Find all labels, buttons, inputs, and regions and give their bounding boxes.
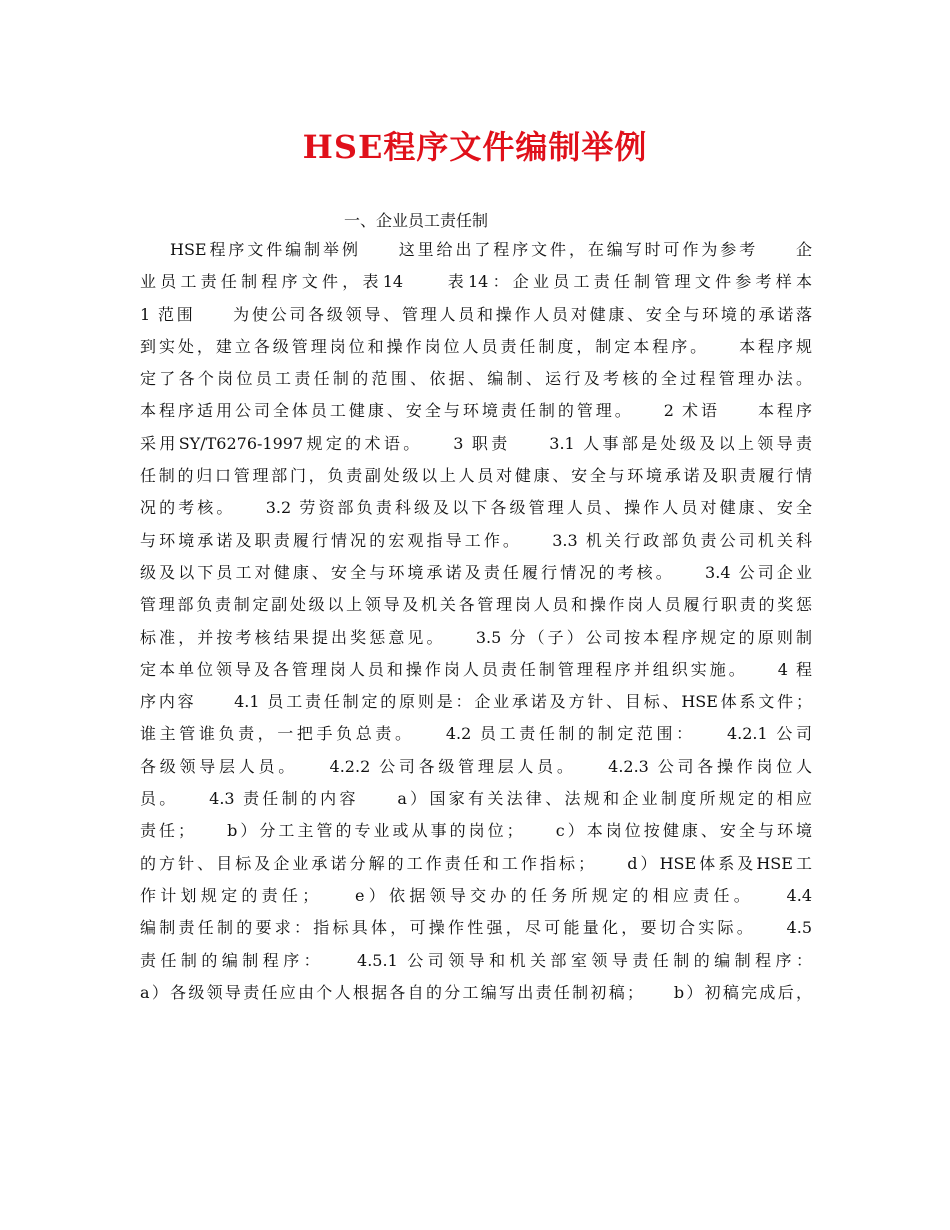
body-line: 各级领导层人员。 4.2.2 公司各级管理层人员。 4.2.3 公司各操作岗位人 [140, 756, 812, 776]
body-line: 本程序适用公司全体员工健康、安全与环境责任制的管理。 2 术语 本程序 [140, 401, 812, 421]
body-line: 到实处，建立各级管理岗位和操作岗位人员责任制度，制定本程序。 本程序规 [140, 336, 812, 356]
body-line: 员。 4.3 责任制的内容 a）国家有关法律、法规和企业制度所规定的相应 [140, 789, 812, 809]
body-line: 的方针、目标及企业承诺分解的工作责任和工作指标； d）HSE体系及HSE工 [140, 853, 812, 873]
document-title: HSE程序文件编制举例 [302, 128, 648, 166]
body-line: 序内容 4.1 员工责任制定的原则是：企业承诺及方针、目标、HSE体系文件； [140, 692, 812, 712]
body-line: 采用SY/T6276-1997规定的术语。 3 职责 3.1 人事部是处级及以上领导责 [140, 433, 812, 453]
body-line: 1 范围 为使公司各级领导、管理人员和操作人员对健康、安全与环境的承诺落 [140, 304, 812, 324]
body-line: a）各级领导责任应由个人根据各自的分工编写出责任制初稿； b）初稿完成后， [140, 982, 812, 1002]
body-line: 业员工责任制程序文件，表14 表14：企业员工责任制管理文件参考样本 [140, 272, 812, 292]
body-text [140, 234, 812, 1009]
body-line: 责任制的编制程序： 4.5.1 公司领导和机关部室领导责任制的编制程序： [140, 950, 812, 970]
body-line: 谁主管谁负责，一把手负总责。 4.2 员工责任制的制定范围： 4.2.1 公司 [140, 724, 812, 744]
body-line: 标准，并按考核结果提出奖惩意见。 3.5 分（子）公司按本程序规定的原则制 [140, 627, 812, 647]
body-line: 责任； b）分工主管的专业或从事的岗位； c）本岗位按健康、安全与环境 [140, 821, 812, 841]
body-line: 作计划规定的责任； e）依据领导交办的任务所规定的相应责任。 4.4 [140, 885, 812, 905]
body-line: HSE程序文件编制举例 这里给出了程序文件，在编写时可作为参考 企 [170, 240, 812, 259]
body-line: 况的考核。 3.2 劳资部负责科级及以下各级管理人员、操作人员对健康、安全 [140, 498, 812, 518]
body-line: 级及以下员工对健康、安全与环境承诺及责任履行情况的考核。 3.4 公司企业 [140, 562, 812, 582]
body-line: 定了各个岗位员工责任制的范围、依据、编制、运行及考核的全过程管理办法。 [140, 369, 812, 389]
body-line: 管理部负责制定副处级以上领导及机关各管理岗人员和操作岗人员履行职责的奖惩 [140, 595, 812, 615]
body-line: 与环境承诺及职责履行情况的宏观指导工作。 3.3 机关行政部负责公司机关科 [140, 530, 812, 550]
body-line: 定本单位领导及各管理岗人员和操作岗人员责任制管理程序并组织实施。 4 程 [140, 659, 812, 679]
body-line: 编制责任制的要求：指标具体，可操作性强，尽可能量化，要切合实际。 4.5 [140, 918, 812, 938]
body-line: 任制的归口管理部门，负责副处级以上人员对健康、安全与环境承诺及职责履行情 [140, 466, 812, 486]
section-heading: 一、企业员工责任制 [344, 211, 489, 230]
